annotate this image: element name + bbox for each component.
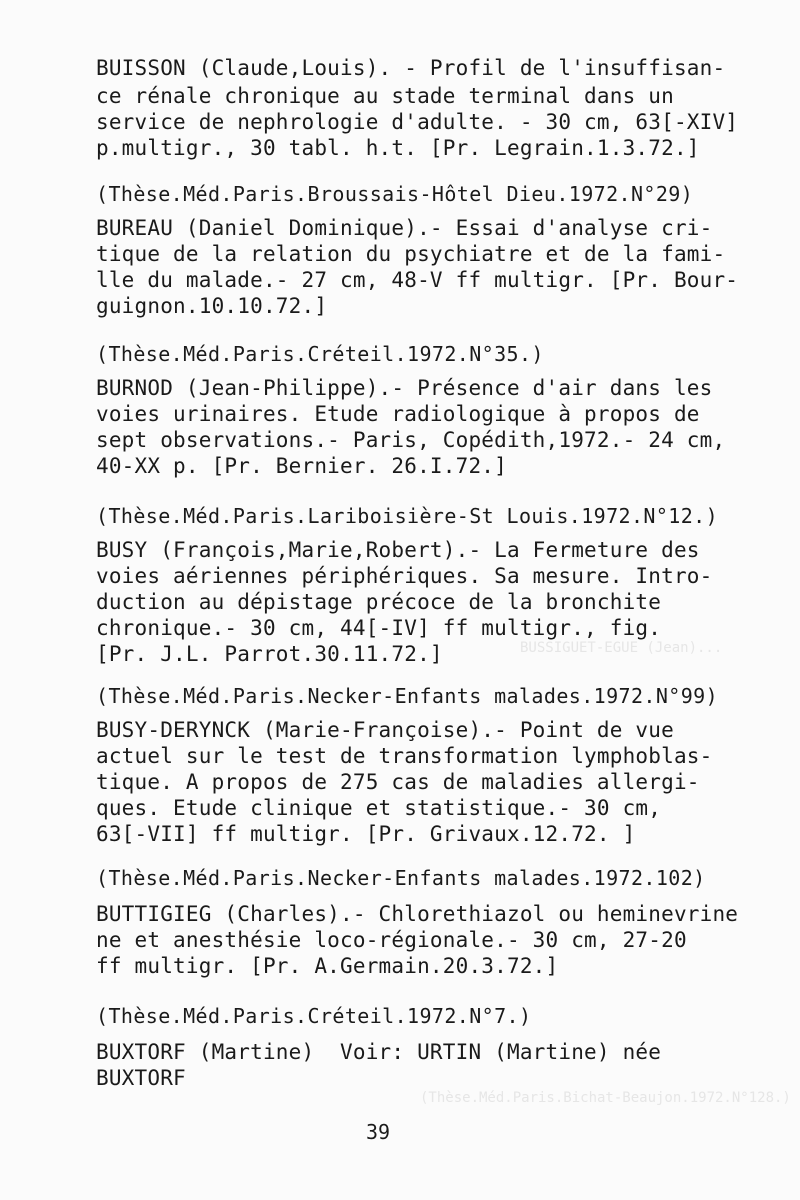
entry-line: ques. Etude clinique et statistique.- 30 cm, (96, 796, 662, 820)
entry-line: 40-XX p. [Pr. Bernier. 26.I.72.] (96, 454, 507, 478)
entry-line: voies aériennes périphériques. Sa mesure. Intro- (96, 564, 713, 588)
thesis-reference: (Thèse.Méd.Paris.Broussais-Hôtel Dieu.1972.N°29) (96, 182, 694, 206)
page-number: 39 (366, 1120, 391, 1144)
entry-line: BUTTIGIEG (Charles).- Chlorethiazol ou heminevrine (96, 902, 739, 926)
entry-line: BURNOD (Jean-Philippe).- Présence d'air dans les (96, 376, 713, 400)
entry-line: 63[-VII] ff multigr. [Pr. Grivaux.12.72. ] (96, 822, 636, 846)
thesis-reference: (Thèse.Méd.Paris.Necker-Enfants malades.1972.102) (96, 866, 706, 890)
entry-line: BUREAU (Daniel Dominique).- Essai d'analyse cri- (96, 216, 713, 240)
entry-line: BUSY-DERYNCK (Marie-Françoise).- Point de vue (96, 718, 674, 742)
entry-line: guignon.10.10.72.] (96, 294, 328, 318)
thesis-reference: (Thèse.Méd.Paris.Créteil.1972.N°35.) (96, 342, 544, 366)
entry-line: sept observations.- Paris, Copédith,1972.- 24 cm, (96, 428, 726, 452)
entry-line: voies urinaires. Etude radiologique à propos de (96, 402, 700, 426)
entry-line: ce rénale chronique au stade terminal dans un (96, 84, 674, 108)
thesis-reference: (Thèse.Méd.Paris.Lariboisière-St Louis.1972.N°12.) (96, 504, 719, 528)
entry-line: BUXTORF (Martine) Voir: URTIN (Martine) née (96, 1040, 662, 1064)
entry-line: BUSY (François,Marie,Robert).- La Fermeture des (96, 538, 700, 562)
bleed-through-text: (Thèse.Méd.Paris.Bichat-Beaujon.1972.N°128.) (420, 1090, 791, 1106)
thesis-reference: (Thèse.Méd.Paris.Créteil.1972.N°7.) (96, 1004, 532, 1028)
entry-line: lle du malade.- 27 cm, 48-V ff multigr. [Pr. Bour- (96, 268, 739, 292)
entry-line: p.multigr., 30 tabl. h.t. [Pr. Legrain.1.3.72.] (96, 136, 700, 160)
entry-line: duction au dépistage précoce de la bronchite (96, 590, 662, 614)
entry-line: service de nephrologie d'adulte. - 30 cm, 63[-XIV] (96, 110, 739, 134)
entry-line: tique. A propos de 275 cas de maladies allergi- (96, 770, 700, 794)
entry-line: ne et anesthésie loco-régionale.- 30 cm, 27-20 (96, 928, 687, 952)
entry-line: ff multigr. [Pr. A.Germain.20.3.72.] (96, 954, 559, 978)
entry-line: actuel sur le test de transformation lymphoblas- (96, 744, 713, 768)
entry-line: BUXTORF (96, 1066, 186, 1090)
entry-line: chronique.- 30 cm, 44[-IV] ff multigr., fig. (96, 616, 662, 640)
thesis-reference: (Thèse.Méd.Paris.Necker-Enfants malades.1972.N°99) (96, 684, 719, 708)
entry-line: [Pr. J.L. Parrot.30.11.72.] (96, 642, 443, 666)
entry-line: tique de la relation du psychiatre et de la fami- (96, 242, 726, 266)
entry-line: BUISSON (Claude,Louis). - Profil de l'insuffisan- (96, 56, 726, 80)
bleed-through-text: BUSSIGUET-EGUE (Jean)... (520, 640, 723, 656)
